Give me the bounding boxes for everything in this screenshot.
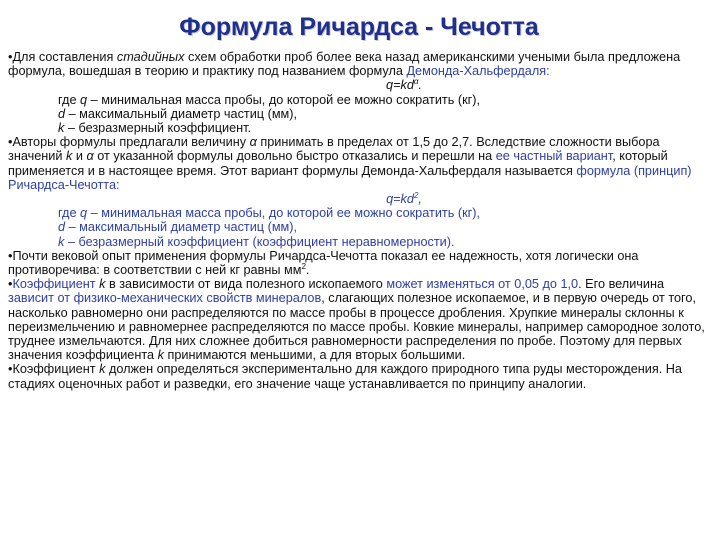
text: где: [58, 92, 81, 107]
formula-exponent: 2: [413, 190, 419, 200]
formula-general: [8, 78, 710, 92]
emphasis-text: стадийных: [116, 50, 185, 64]
definition-d: [8, 220, 710, 234]
definitions-richards-chechott: [8, 206, 710, 249]
formula-richards-chechott: [8, 192, 710, 206]
formula-text: q=kd: [386, 78, 414, 93]
definition-k: [8, 235, 710, 249]
variable: q: [80, 92, 88, 107]
bullet: •: [8, 50, 13, 64]
text: и: [72, 149, 87, 164]
variable: q: [80, 206, 88, 221]
text: – безразмерный коэффициент.: [64, 121, 252, 136]
text: должен определяться экспериментально для каждого природного типа руды месторождения. На стадиях оценочных работ и разведки, его значение чаще устанавливается по принципу аналогии.: [8, 362, 682, 391]
text: – минимальная масса пробы, до которой ее можно сократить (кг),: [87, 206, 481, 221]
slide-title: Формула Ричардса - Чечотта: [179, 13, 539, 41]
definition-d: [8, 107, 710, 121]
formula-exponent: α: [413, 77, 419, 87]
highlight-range: может изменяться от 0,05 до 1,0: [386, 277, 579, 292]
text: Для составления: [12, 50, 117, 64]
text: где: [58, 206, 81, 221]
highlight-text: ее частный вариант: [495, 149, 613, 164]
definition-k: [8, 121, 710, 135]
text: принимать в пределах от 1,5 до 2,7. Вследствие сложности выбора значений: [8, 135, 660, 164]
paragraph-determination: [8, 362, 710, 390]
variable: k: [58, 121, 65, 136]
variable: k: [99, 362, 106, 377]
formula-punct: ,: [418, 192, 422, 207]
text: – максимальный диаметр частиц (мм),: [65, 106, 298, 121]
unit-exponent: 2: [301, 261, 306, 271]
definition-q: [8, 93, 710, 107]
variable: k: [157, 348, 164, 363]
text: схем обработки проб более века назад американскими учеными была предложена формула, вошедшая в теорию и практику под названием формула: [8, 50, 681, 79]
text: принимаются меньшими, а для вторых большими.: [163, 348, 466, 363]
variable: k: [65, 149, 73, 164]
formula-punct: .: [418, 78, 422, 93]
highlight-dependency: зависит от физико-механических свойств минералов: [8, 291, 322, 306]
text: •Авторы формулы предлагали величину: [8, 135, 250, 150]
text: – минимальная масса пробы, до которой ее можно сократить (кг),: [87, 92, 481, 107]
text: . Его величина: [578, 277, 665, 292]
variable: α: [249, 135, 257, 150]
paragraph-experience: [8, 249, 710, 277]
text: – максимальный диаметр частиц (мм),: [65, 220, 298, 235]
variable: k: [58, 234, 65, 249]
slide-content: [8, 50, 710, 391]
paragraph-coefficient: [8, 277, 710, 362]
text: .: [305, 263, 310, 278]
highlight-text: Коэффициент: [12, 277, 100, 292]
text: от указанной формулы довольно быстро отказались и перешли на: [93, 149, 496, 164]
paragraph-authors: [8, 135, 710, 192]
text: , слагающих полезное ископаемое, и в первую очередь от того, насколько равномерно они распределяются по массе пробы в процессе дробления. Хрупкие минералы склонны к переизмельчению и равномернее распределяются по массе пробы. Ковкие минералы, например самородное золото, труднее измельчаются. Для них сложнее добиться равномерности распределения по пробе. Поэтому для первых значения коэффициента: [8, 291, 705, 363]
text: •Коэффициент: [8, 362, 100, 377]
variable: d: [58, 106, 66, 121]
highlight-formula-name: Демонда-Хальфердаля:: [406, 64, 550, 79]
variable: d: [58, 220, 66, 235]
paragraph-formula-origin: [8, 50, 710, 78]
text: – безразмерный коэффициент (коэффициент неравномерности).: [64, 234, 455, 249]
text: •Почти вековой опыт применения формулы Ричардса-Чечотта показал ее надежность, хотя логически она противоречива: в соответствии с ней кг равны мм: [8, 248, 639, 278]
definition-q: [8, 206, 710, 220]
highlight-formula-name: формула (принцип) Ричардса-Чечотта:: [8, 163, 692, 192]
formula-text: q=kd: [386, 192, 414, 207]
text: в зависимости от вида полезного ископаемого: [105, 277, 387, 292]
bullet: •: [8, 277, 13, 292]
definitions-general: [8, 93, 710, 136]
text: , который применяется и в настоящее время. Этот вариант формулы Демонда-Хальфердаля называется: [8, 149, 668, 178]
variable: α: [86, 149, 94, 164]
variable: k: [99, 277, 106, 292]
